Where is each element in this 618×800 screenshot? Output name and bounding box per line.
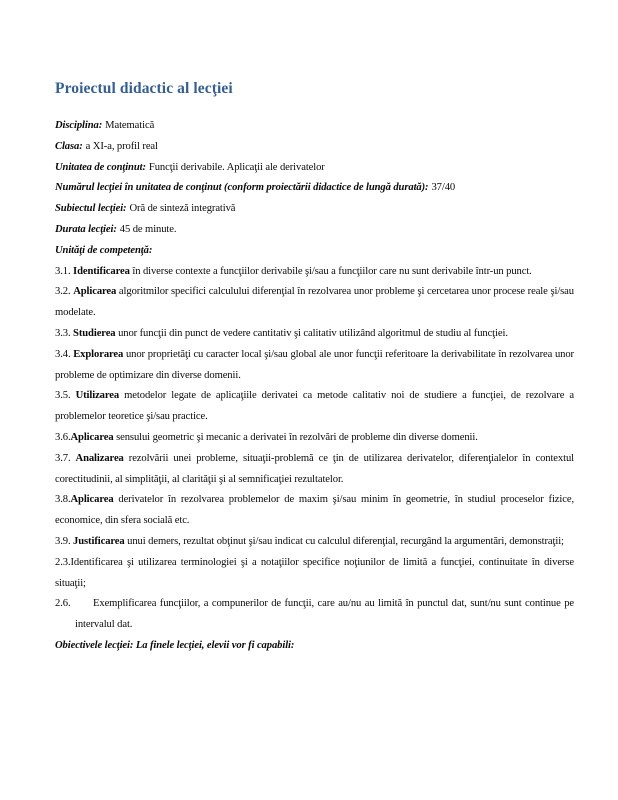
item-number: 3.7. bbox=[55, 452, 76, 464]
item-text: sensului geometric şi mecanic a derivatei în rezolvări de probleme din diverse domenii. bbox=[113, 431, 478, 443]
page-content bbox=[55, 78, 574, 657]
competency-item-3-6 bbox=[55, 428, 574, 449]
competency-heading-label: Unităţi de competenţă: bbox=[55, 244, 153, 256]
item-number: 3.2. bbox=[55, 286, 74, 298]
item-verb: Aplicarea bbox=[70, 494, 114, 506]
item-verb: Studierea bbox=[73, 327, 116, 339]
competency-item-3-5 bbox=[55, 386, 574, 428]
item-text: în diverse contexte a funcţiilor derivabile şi/sau a funcţiilor care nu sunt derivabile într-un punct. bbox=[129, 265, 532, 277]
competency-item-3-9 bbox=[55, 532, 574, 553]
item-verb: Utilizarea bbox=[75, 390, 120, 402]
item-text: unor funcţii din punct de vedere cantitativ şi calitativ utilizând algoritmul de studiu al funcţiei. bbox=[115, 327, 508, 339]
meta-field-unitatea-de-continut bbox=[55, 158, 574, 179]
meta-value: Matematică bbox=[105, 120, 155, 131]
competency-heading bbox=[55, 241, 574, 262]
item-text: unui demers, rezultat obţinut şi/sau indicat cu calculul diferenţial, recurgând la argumentări, demonstraţii; bbox=[124, 535, 564, 547]
item-verb: Explorarea bbox=[73, 348, 124, 360]
meta-field-disciplina bbox=[55, 116, 574, 137]
meta-field-clasa bbox=[55, 137, 574, 158]
item-text: unor proprietăţi cu caracter local şi/sau global ale unor funcţii referitoare la derivabilitate în rezolvarea unor probleme de optimizare din diverse domenii. bbox=[55, 348, 574, 381]
item-text: Identificarea şi utilizarea terminologiei şi a notaţiilor specifice noţiunilor de limită a funcţiei, continuitate în diverse situaţii; bbox=[55, 556, 574, 589]
meta-label: Unitatea de conţinut: bbox=[55, 161, 146, 173]
meta-value: 37/40 bbox=[431, 182, 456, 194]
meta-value: Funcţii derivabile. Aplicaţii ale derivatelor bbox=[148, 161, 325, 173]
item-number: 3.6. bbox=[55, 431, 71, 443]
competency-item-3-3 bbox=[55, 324, 574, 345]
item-number: 3.1. bbox=[55, 265, 74, 277]
meta-field-durata-lectiei bbox=[55, 220, 574, 241]
competency-item-3-2 bbox=[55, 282, 574, 324]
item-verb: Analizarea bbox=[75, 452, 124, 464]
item-text: metodelor legate de aplicaţiile derivatei ca metode calitativ noi de studiere a funcţiei, de rezolvare a problemelor teoretice şi/sau practice. bbox=[55, 390, 574, 423]
competency-item-2-3 bbox=[55, 553, 574, 595]
item-number: 3.5. bbox=[55, 390, 76, 402]
competency-item-3-7 bbox=[55, 449, 574, 491]
item-number: 3.9. bbox=[55, 535, 74, 547]
meta-label: Durata lecţiei: bbox=[55, 223, 117, 235]
objectives-heading: Obiectivele lecţiei: La finele lecţiei, elevii vor fi capabili: bbox=[55, 639, 295, 651]
item-text: Exemplificarea funcţiilor, a compunerilor de funcţii, care au/nu au limită în punctul dat, sunt/nu sunt continue pe intervalul dat. bbox=[75, 598, 574, 631]
meta-label: Numărul lecţiei în unitatea de conţinut (conform proiectării didactice de lungă durată): bbox=[55, 182, 429, 194]
meta-field-numarul-lectiei bbox=[55, 178, 574, 199]
meta-label: Disciplina: bbox=[55, 120, 103, 131]
item-number: 3.4. bbox=[55, 348, 74, 360]
item-verb: Justificarea bbox=[73, 535, 125, 547]
item-verb: Aplicarea bbox=[73, 286, 117, 298]
page-title: Proiectul didactic al lecţiei bbox=[55, 80, 233, 97]
item-number: 2.6. bbox=[55, 598, 71, 610]
meta-value: 45 de minute. bbox=[119, 223, 177, 235]
item-text: derivatelor în rezolvarea problemelor de maxim şi/sau minim în geometrie, în studiul proceselor fizice, economice, din sfera socială etc. bbox=[55, 494, 574, 527]
competency-item-3-4 bbox=[55, 345, 574, 387]
meta-value: a XI-a, profil real bbox=[85, 140, 158, 152]
meta-label: Clasa: bbox=[55, 140, 83, 152]
item-verb: Aplicarea bbox=[70, 431, 114, 443]
competency-item-3-8 bbox=[55, 490, 574, 532]
item-number: 3.8. bbox=[55, 494, 71, 506]
meta-label: Subiectul lecţiei: bbox=[55, 203, 127, 215]
competency-item-3-1 bbox=[55, 262, 574, 283]
item-text: algoritmilor specifici calculului diferenţial în rezolvarea unor probleme şi cercetarea unor procese reale şi/sau modelate. bbox=[55, 286, 574, 319]
item-number: 3.3. bbox=[55, 327, 74, 339]
meta-value: Oră de sinteză integrativă bbox=[129, 203, 236, 215]
item-verb: Identificarea bbox=[73, 265, 130, 277]
item-number: 2.3. bbox=[55, 556, 71, 568]
meta-field-subiectul-lectiei bbox=[55, 199, 574, 220]
competency-item-2-6 bbox=[55, 594, 574, 636]
item-text: rezolvării unei probleme, situaţii-problemă ce ţin de utilizarea derivatelor, diferenţialelor în contextul corectitudinii, al simplităţii, al clarităţii şi al semnificaţiei rezultatelor. bbox=[55, 452, 574, 485]
